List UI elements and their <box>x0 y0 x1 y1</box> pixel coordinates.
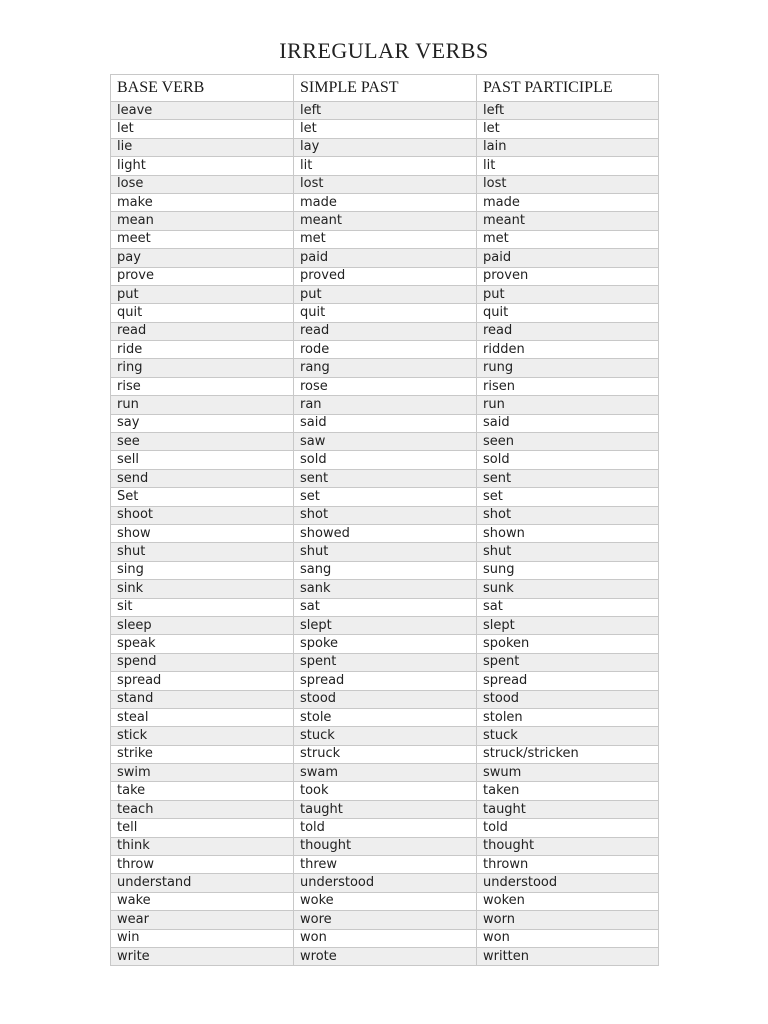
cell-base-verb: show <box>111 524 294 542</box>
cell-simple-past: proved <box>294 267 477 285</box>
cell-simple-past: shut <box>294 543 477 561</box>
table-row <box>111 911 659 929</box>
cell-base-verb: leave <box>111 102 294 120</box>
cell-simple-past: met <box>294 230 477 248</box>
cell-simple-past: swam <box>294 764 477 782</box>
cell-simple-past: spread <box>294 672 477 690</box>
table-row <box>111 561 659 579</box>
table-row <box>111 580 659 598</box>
table-row <box>111 414 659 432</box>
cell-past-participle: woken <box>477 892 659 910</box>
cell-past-participle: set <box>477 488 659 506</box>
cell-past-participle: told <box>477 819 659 837</box>
cell-simple-past: taught <box>294 800 477 818</box>
cell-simple-past: slept <box>294 616 477 634</box>
cell-simple-past: meant <box>294 212 477 230</box>
cell-past-participle: sung <box>477 561 659 579</box>
table-row <box>111 819 659 837</box>
cell-simple-past: quit <box>294 304 477 322</box>
table-row <box>111 672 659 690</box>
table-body <box>111 102 659 966</box>
cell-simple-past: told <box>294 819 477 837</box>
cell-simple-past: struck <box>294 745 477 763</box>
cell-base-verb: run <box>111 396 294 414</box>
table-row <box>111 341 659 359</box>
cell-base-verb: understand <box>111 874 294 892</box>
cell-base-verb: ring <box>111 359 294 377</box>
table-row <box>111 396 659 414</box>
cell-past-participle: sunk <box>477 580 659 598</box>
cell-base-verb: mean <box>111 212 294 230</box>
cell-past-participle: read <box>477 322 659 340</box>
cell-base-verb: read <box>111 322 294 340</box>
table-row <box>111 543 659 561</box>
cell-simple-past: spent <box>294 653 477 671</box>
table-row <box>111 782 659 800</box>
cell-past-participle: ridden <box>477 341 659 359</box>
cell-base-verb: wear <box>111 911 294 929</box>
cell-past-participle: left <box>477 102 659 120</box>
cell-past-participle: understood <box>477 874 659 892</box>
cell-simple-past: stuck <box>294 727 477 745</box>
cell-base-verb: strike <box>111 745 294 763</box>
cell-past-participle: said <box>477 414 659 432</box>
table-header-row <box>111 75 659 102</box>
cell-base-verb: stand <box>111 690 294 708</box>
cell-base-verb: sleep <box>111 616 294 634</box>
cell-simple-past: lay <box>294 138 477 156</box>
cell-past-participle: run <box>477 396 659 414</box>
cell-simple-past: wrote <box>294 947 477 965</box>
cell-simple-past: said <box>294 414 477 432</box>
cell-simple-past: set <box>294 488 477 506</box>
cell-simple-past: sank <box>294 580 477 598</box>
table-row <box>111 469 659 487</box>
cell-past-participle: sent <box>477 469 659 487</box>
table-row <box>111 635 659 653</box>
cell-base-verb: lie <box>111 138 294 156</box>
cell-base-verb: write <box>111 947 294 965</box>
cell-past-participle: let <box>477 120 659 138</box>
table-row <box>111 506 659 524</box>
table-row <box>111 653 659 671</box>
cell-base-verb: throw <box>111 856 294 874</box>
table-row <box>111 745 659 763</box>
cell-past-participle: sold <box>477 451 659 469</box>
cell-simple-past: threw <box>294 856 477 874</box>
cell-simple-past: ran <box>294 396 477 414</box>
cell-simple-past: spoke <box>294 635 477 653</box>
table-row <box>111 175 659 193</box>
cell-past-participle: made <box>477 193 659 211</box>
cell-base-verb: teach <box>111 800 294 818</box>
table-row <box>111 488 659 506</box>
column-header-simple-past: SIMPLE PAST <box>294 75 477 102</box>
table-row <box>111 837 659 855</box>
cell-simple-past: rode <box>294 341 477 359</box>
table-row <box>111 598 659 616</box>
cell-base-verb: rise <box>111 377 294 395</box>
table-row <box>111 304 659 322</box>
cell-simple-past: saw <box>294 433 477 451</box>
cell-base-verb: shoot <box>111 506 294 524</box>
cell-simple-past: sat <box>294 598 477 616</box>
cell-past-participle: rung <box>477 359 659 377</box>
cell-base-verb: spend <box>111 653 294 671</box>
cell-base-verb: pay <box>111 249 294 267</box>
cell-base-verb: speak <box>111 635 294 653</box>
table-row <box>111 359 659 377</box>
cell-base-verb: sink <box>111 580 294 598</box>
cell-base-verb: ride <box>111 341 294 359</box>
cell-past-participle: swum <box>477 764 659 782</box>
cell-simple-past: woke <box>294 892 477 910</box>
table-row <box>111 377 659 395</box>
table-row <box>111 285 659 303</box>
cell-past-participle: met <box>477 230 659 248</box>
cell-base-verb: lose <box>111 175 294 193</box>
table-row <box>111 892 659 910</box>
table-row <box>111 249 659 267</box>
cell-simple-past: wore <box>294 911 477 929</box>
cell-base-verb: sing <box>111 561 294 579</box>
cell-base-verb: steal <box>111 708 294 726</box>
table-row <box>111 120 659 138</box>
cell-simple-past: put <box>294 285 477 303</box>
cell-past-participle: taken <box>477 782 659 800</box>
table-row <box>111 616 659 634</box>
table-row <box>111 451 659 469</box>
cell-past-participle: risen <box>477 377 659 395</box>
table-row <box>111 929 659 947</box>
table-row <box>111 267 659 285</box>
cell-past-participle: worn <box>477 911 659 929</box>
table-row <box>111 764 659 782</box>
cell-past-participle: put <box>477 285 659 303</box>
cell-base-verb: see <box>111 433 294 451</box>
cell-base-verb: stick <box>111 727 294 745</box>
cell-past-participle: seen <box>477 433 659 451</box>
cell-past-participle: written <box>477 947 659 965</box>
cell-base-verb: meet <box>111 230 294 248</box>
cell-past-participle: stolen <box>477 708 659 726</box>
cell-past-participle: stood <box>477 690 659 708</box>
table-row <box>111 524 659 542</box>
cell-base-verb: win <box>111 929 294 947</box>
table-row <box>111 800 659 818</box>
page-title: IRREGULAR VERBS <box>279 38 489 63</box>
cell-past-participle: lit <box>477 157 659 175</box>
cell-simple-past: showed <box>294 524 477 542</box>
cell-past-participle: paid <box>477 249 659 267</box>
cell-base-verb: spread <box>111 672 294 690</box>
cell-past-participle: thought <box>477 837 659 855</box>
table-row <box>111 874 659 892</box>
cell-base-verb: sell <box>111 451 294 469</box>
table-row <box>111 138 659 156</box>
table-row <box>111 856 659 874</box>
cell-simple-past: left <box>294 102 477 120</box>
cell-simple-past: thought <box>294 837 477 855</box>
cell-base-verb: prove <box>111 267 294 285</box>
cell-base-verb: light <box>111 157 294 175</box>
cell-base-verb: tell <box>111 819 294 837</box>
table-row <box>111 230 659 248</box>
cell-past-participle: won <box>477 929 659 947</box>
cell-past-participle: sat <box>477 598 659 616</box>
cell-past-participle: spread <box>477 672 659 690</box>
cell-past-participle: thrown <box>477 856 659 874</box>
cell-simple-past: made <box>294 193 477 211</box>
cell-base-verb: swim <box>111 764 294 782</box>
cell-past-participle: shut <box>477 543 659 561</box>
cell-base-verb: send <box>111 469 294 487</box>
cell-past-participle: quit <box>477 304 659 322</box>
cell-past-participle: struck/stricken <box>477 745 659 763</box>
cell-past-participle: taught <box>477 800 659 818</box>
cell-base-verb: let <box>111 120 294 138</box>
table-row <box>111 708 659 726</box>
cell-simple-past: shot <box>294 506 477 524</box>
cell-past-participle: stuck <box>477 727 659 745</box>
table-row <box>111 212 659 230</box>
cell-base-verb: make <box>111 193 294 211</box>
cell-simple-past: lost <box>294 175 477 193</box>
table-row <box>111 947 659 965</box>
cell-base-verb: Set <box>111 488 294 506</box>
cell-simple-past: read <box>294 322 477 340</box>
cell-past-participle: lain <box>477 138 659 156</box>
cell-simple-past: lit <box>294 157 477 175</box>
cell-past-participle: slept <box>477 616 659 634</box>
cell-base-verb: think <box>111 837 294 855</box>
irregular-verbs-table <box>110 74 659 966</box>
cell-simple-past: took <box>294 782 477 800</box>
cell-simple-past: sent <box>294 469 477 487</box>
table-row <box>111 193 659 211</box>
cell-base-verb: take <box>111 782 294 800</box>
table-row <box>111 102 659 120</box>
column-header-base-verb: BASE VERB <box>111 75 294 102</box>
cell-base-verb: put <box>111 285 294 303</box>
cell-simple-past: rang <box>294 359 477 377</box>
cell-past-participle: spent <box>477 653 659 671</box>
cell-base-verb: sit <box>111 598 294 616</box>
cell-past-participle: shot <box>477 506 659 524</box>
table-row <box>111 727 659 745</box>
cell-base-verb: quit <box>111 304 294 322</box>
cell-simple-past: sang <box>294 561 477 579</box>
column-header-past-participle: PAST PARTICIPLE <box>477 75 659 102</box>
cell-simple-past: sold <box>294 451 477 469</box>
table-row <box>111 322 659 340</box>
cell-simple-past: stood <box>294 690 477 708</box>
cell-simple-past: let <box>294 120 477 138</box>
cell-base-verb: shut <box>111 543 294 561</box>
cell-base-verb: say <box>111 414 294 432</box>
cell-simple-past: stole <box>294 708 477 726</box>
cell-simple-past: understood <box>294 874 477 892</box>
cell-past-participle: lost <box>477 175 659 193</box>
cell-base-verb: wake <box>111 892 294 910</box>
table-row <box>111 433 659 451</box>
table-row <box>111 157 659 175</box>
cell-past-participle: spoken <box>477 635 659 653</box>
cell-simple-past: paid <box>294 249 477 267</box>
cell-simple-past: rose <box>294 377 477 395</box>
table-row <box>111 690 659 708</box>
cell-past-participle: proven <box>477 267 659 285</box>
cell-past-participle: meant <box>477 212 659 230</box>
cell-past-participle: shown <box>477 524 659 542</box>
cell-simple-past: won <box>294 929 477 947</box>
